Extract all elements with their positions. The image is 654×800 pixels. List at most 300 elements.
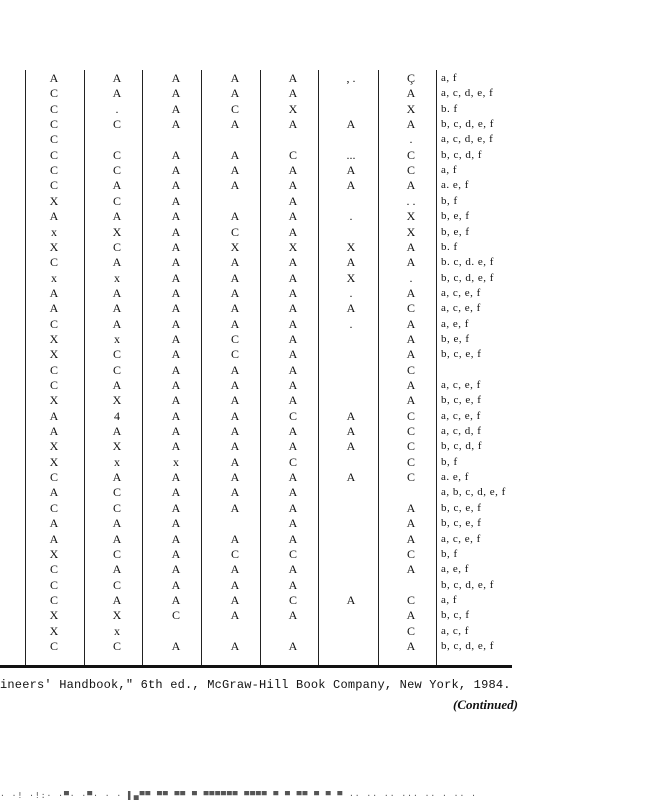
table-cell: A — [49, 516, 59, 531]
table-cell: A — [406, 393, 416, 408]
table-cell: C — [288, 454, 297, 469]
table-cell: A — [230, 454, 240, 469]
table-cell: A — [230, 592, 240, 607]
table-cell — [331, 86, 371, 101]
table-cell: A — [346, 117, 356, 132]
table-cell: A — [49, 301, 59, 316]
table-cell — [331, 578, 371, 593]
table-cell: C — [49, 470, 58, 485]
table-note-cell: b, c, d, e, f — [441, 271, 494, 284]
table-cell: A — [230, 485, 240, 500]
table-cell: A — [171, 101, 181, 116]
table-cell: C — [49, 577, 58, 592]
table-cell — [331, 378, 371, 393]
table-note-cell: a, c, e, f — [441, 302, 481, 315]
table-cell: C — [112, 485, 121, 500]
table-cell: A — [230, 408, 240, 423]
table-cell: A — [112, 209, 122, 224]
table-cell: X — [230, 239, 240, 254]
table-cell — [156, 132, 196, 147]
table-cell: C — [406, 546, 415, 561]
table-cell: A — [288, 562, 298, 577]
table-cell: A — [288, 316, 298, 331]
table-note-cell: b, f — [441, 547, 458, 560]
table-cell: C — [406, 163, 415, 178]
table-cell: A — [346, 592, 356, 607]
table-cell: A — [171, 362, 181, 377]
table-cell: . — [349, 316, 353, 331]
table-cell: A — [112, 301, 122, 316]
table-note-cell: a, c, d, e, f — [441, 87, 494, 100]
table-cell: A — [288, 470, 298, 485]
table-cell: A — [230, 362, 240, 377]
table-cell: X — [112, 608, 122, 623]
table-cell: C — [49, 378, 58, 392]
table-cell: X — [406, 224, 416, 239]
table-cell: A — [171, 86, 181, 101]
table-note-cell: a, e, f — [441, 317, 469, 330]
table-cell: A — [230, 577, 240, 592]
table-cell: x — [114, 331, 120, 346]
table-cell: A — [49, 71, 59, 85]
table-cell: X — [112, 439, 122, 454]
table-cell: A — [112, 71, 122, 85]
table-note-cell: b, c, e, f — [441, 394, 482, 407]
table-cell: A — [406, 316, 416, 331]
table-cell: A — [171, 209, 181, 224]
table-cell: A — [112, 316, 122, 331]
table-cell: A — [171, 439, 181, 454]
table-cell: C — [49, 592, 58, 607]
table-cell: X — [49, 608, 59, 623]
table-cell: A — [171, 163, 181, 178]
table-cell: A — [346, 424, 356, 439]
table-cell: C — [49, 101, 58, 116]
table-cell: A — [230, 562, 240, 577]
table-cell — [273, 132, 313, 147]
table-cell: A — [230, 285, 240, 300]
table-cell: A — [171, 147, 181, 162]
table-note-cell: a. e, f — [441, 471, 469, 484]
table-cell: C — [112, 147, 121, 162]
table-cell: C — [49, 500, 58, 515]
table-cell: A — [288, 224, 298, 239]
table-cell: A — [288, 347, 298, 362]
table-cell: A — [171, 393, 181, 408]
table-cell: A — [288, 301, 298, 316]
table-cell: A — [288, 638, 298, 653]
table-cell: A — [230, 638, 240, 653]
table-cell: . — [349, 285, 353, 300]
table-cell: C — [49, 132, 58, 147]
table-cell: C — [112, 638, 121, 653]
table-cell: x — [51, 224, 57, 239]
table-cell: A — [112, 516, 122, 531]
table-cell: C — [288, 408, 297, 423]
table-cell: A — [288, 193, 298, 208]
table-cell: A — [112, 562, 122, 577]
table-cell: A — [171, 255, 181, 270]
table-cell: A — [406, 117, 416, 132]
table-note-cell: a, f — [441, 164, 458, 177]
table-cell: A — [230, 255, 240, 270]
table-cell: C — [112, 117, 121, 132]
table-cell: A — [288, 331, 298, 346]
table-cell: A — [230, 500, 240, 515]
table-cell: A — [288, 577, 298, 592]
continued-label: (Continued) — [452, 697, 518, 712]
table-cell: C — [230, 546, 239, 561]
table-cell: A — [171, 638, 181, 653]
table-cell: A — [346, 470, 356, 485]
table-cell — [331, 332, 371, 347]
table-cell — [331, 225, 371, 240]
table-cell: X — [49, 439, 59, 454]
table-note-cell: b. c, d. e, f — [441, 256, 494, 269]
table-cell: C — [112, 362, 121, 377]
table-cell: A — [288, 608, 298, 623]
table-cell: x — [114, 270, 120, 285]
table-cell: C — [49, 117, 58, 132]
table-cell: A — [171, 301, 181, 316]
table-cell — [391, 485, 431, 500]
table-cell: X — [49, 546, 59, 561]
table-cell: C — [112, 577, 121, 592]
table-cell: X — [112, 393, 122, 408]
table-cell: X — [49, 454, 59, 469]
table-cell: A — [49, 485, 59, 500]
table-cell: A — [406, 86, 416, 101]
table-cell: A — [288, 117, 298, 132]
table-cell: A — [230, 178, 240, 193]
table-cell: A — [406, 285, 416, 300]
table-cell — [215, 624, 255, 639]
table-cell: A — [288, 86, 298, 101]
table-cell: A — [288, 178, 298, 193]
table-note-cell: a, f — [441, 593, 458, 606]
table-cell: A — [346, 178, 356, 193]
table-cell: A — [171, 347, 181, 362]
column-rule — [260, 70, 261, 666]
table-cell: A — [230, 378, 240, 392]
table-cell — [273, 624, 313, 639]
table-note-cell: b, c, e, f — [441, 348, 482, 361]
table-note-cell: a, c, e, f — [441, 286, 481, 299]
table-cell: A — [406, 531, 416, 546]
table-cell: A — [171, 378, 181, 392]
table-cell: A — [288, 439, 298, 454]
table-cell: A — [230, 439, 240, 454]
table-cell: C — [406, 454, 415, 469]
table-cell: A — [112, 178, 122, 193]
table-cell: A — [112, 255, 122, 270]
table-cell: x — [51, 270, 57, 285]
table-cell: C — [406, 362, 415, 377]
table-cell: A — [171, 331, 181, 346]
table-cell: x — [114, 623, 120, 638]
table-cell: C — [230, 331, 239, 346]
table-cell: A — [49, 424, 59, 439]
table-cell: A — [288, 393, 298, 408]
table-cell: A — [406, 255, 416, 270]
table-note-cell: b, c, e, f — [441, 517, 482, 530]
table-cell: C — [112, 546, 121, 561]
table-cell: A — [346, 255, 356, 270]
table-cell: A — [288, 163, 298, 178]
table-cell: X — [288, 101, 298, 116]
table-cell: A — [288, 285, 298, 300]
table-cell: X — [49, 347, 59, 362]
table-cell: C — [49, 86, 58, 101]
table-note-cell: a, f — [441, 72, 458, 84]
table-cell: A — [171, 546, 181, 561]
table-cell — [331, 562, 371, 577]
table-cell: A — [230, 270, 240, 285]
table-cell: A — [171, 270, 181, 285]
table-cell: A — [288, 209, 298, 224]
table-cell: X — [288, 239, 298, 254]
table-cell: A — [171, 500, 181, 515]
table-cell: A — [230, 117, 240, 132]
table-cell — [331, 102, 371, 117]
table-cell: A — [112, 86, 122, 101]
table-cell: C — [230, 101, 239, 116]
table-cell: C — [49, 147, 58, 162]
table-cell: C — [406, 424, 415, 439]
table-note-cell: a, c, d, f — [441, 425, 482, 438]
table-cell: A — [288, 362, 298, 377]
table-cell: C — [230, 224, 239, 239]
table-cell — [156, 624, 196, 639]
table-cell: A — [346, 301, 356, 316]
table-cell: C — [112, 193, 121, 208]
table-cell — [331, 639, 371, 654]
table-cell: A — [112, 592, 122, 607]
table-cell: A — [288, 71, 298, 85]
table-note-cell: b, e, f — [441, 332, 470, 345]
table-cell: A — [171, 408, 181, 423]
table-cell: C — [406, 623, 415, 638]
table-cell: A — [49, 285, 59, 300]
table-cell — [331, 532, 371, 547]
column-rule — [142, 70, 143, 666]
table-note-cell: a, c, d, e, f — [441, 133, 494, 146]
table-cell: C — [112, 163, 121, 178]
table-cell — [215, 132, 255, 147]
table-cell: . — [409, 132, 413, 147]
table-cell: A — [406, 331, 416, 346]
table-cell: A — [288, 424, 298, 439]
table-cell: C — [406, 301, 415, 316]
table-cell — [331, 363, 371, 378]
table-cell: A — [49, 209, 59, 224]
table-cell: A — [171, 71, 181, 85]
table-cell: . — [349, 209, 353, 224]
table-note-cell: b, c, f — [441, 609, 470, 622]
table-cell: A — [406, 516, 416, 531]
table-cell — [331, 347, 371, 362]
table-note-cell: a, c, e, f — [441, 409, 481, 422]
table-cell: A — [406, 638, 416, 653]
table-note-cell: a, c, e, f — [441, 532, 481, 545]
table-cell: A — [171, 562, 181, 577]
table-cell: A — [171, 485, 181, 500]
table-note-cell: b, c, d, e, f — [441, 118, 494, 131]
table-cell: A — [406, 178, 416, 193]
table-cell: X — [49, 623, 59, 638]
table-cell: A — [49, 408, 59, 423]
column-rule — [201, 70, 202, 666]
table-note-cell: a, c, f — [441, 624, 469, 637]
table-cell: x — [114, 454, 120, 469]
table-cell: A — [230, 316, 240, 331]
table-cell: X — [406, 101, 416, 116]
table-cell — [331, 547, 371, 562]
table-cell: A — [171, 531, 181, 546]
table-cell: C — [112, 239, 121, 254]
table-cell: A — [230, 424, 240, 439]
table-cell: A — [230, 147, 240, 162]
table-cell — [331, 393, 371, 408]
table-cell: A — [230, 393, 240, 408]
table-cell: A — [171, 470, 181, 485]
table-note-cell: b, c, d, e, f — [441, 639, 494, 652]
table-cell: A — [171, 592, 181, 607]
table-cell — [331, 608, 371, 623]
table-cell: . — [409, 270, 413, 285]
table-cell — [331, 516, 371, 531]
table-note-cell: a, c, e, f — [441, 379, 481, 391]
table-cell: A — [171, 577, 181, 592]
table-cell: , . — [346, 71, 356, 85]
table-cell: C — [406, 439, 415, 454]
table-cell: A — [171, 178, 181, 193]
table-cell: A — [346, 439, 356, 454]
table-note-cell: b, c, d, f — [441, 148, 483, 161]
table-cell: A — [406, 347, 416, 362]
table-cell — [97, 132, 137, 147]
column-rule — [436, 70, 437, 666]
table-cell: A — [171, 516, 181, 531]
table-cell — [331, 624, 371, 639]
table-bottom-rule — [0, 665, 512, 668]
table-cell: C — [406, 147, 415, 162]
table-cell: A — [171, 193, 181, 208]
source-citation: ineers' Handbook," 6th ed., McGraw-Hill Book Company, New York, 1984. — [0, 678, 511, 692]
table-cell: X — [49, 331, 59, 346]
table-cell: A — [112, 470, 122, 485]
column-rule — [84, 70, 85, 666]
table-cell: X — [346, 239, 356, 254]
table-cell: x — [173, 454, 179, 469]
table-cell: A — [406, 500, 416, 515]
table-note-cell: b, e, f — [441, 210, 470, 223]
scan-artifact-strip: · ·! ·!:· ·▀· ·▀· · · ▌▄▀▀ ▀▀ ▀▀ ▀ ▀▀▀▀▀▀ ▀▀▀▀ ▀ ▀ ▀▀ ▀ ▀ ▀ ·· ·· ·· ··· ·· · ·· · — [0, 791, 477, 800]
table-note-cell: b, c, d, f — [441, 440, 483, 453]
table-cell: . — [115, 101, 119, 116]
table-cell: A — [171, 117, 181, 132]
column-rule — [318, 70, 319, 666]
table-cell: A — [406, 562, 416, 577]
table-cell: A — [288, 378, 298, 392]
table-cell — [331, 132, 371, 147]
table-cell: X — [112, 224, 122, 239]
table-cell: C — [49, 638, 58, 653]
table-cell: A — [230, 608, 240, 623]
table-cell: C — [288, 546, 297, 561]
table-cell: A — [288, 500, 298, 515]
table-cell: Ç — [406, 71, 415, 85]
table-cell: C — [288, 592, 297, 607]
table-cell: A — [406, 239, 416, 254]
table-note-cell: a, b, c, d, e, f — [441, 486, 506, 499]
table-cell: . . — [406, 193, 416, 208]
table-cell: A — [288, 270, 298, 285]
table-cell: C — [171, 608, 180, 623]
table-cell: 4 — [114, 408, 120, 423]
table-cell — [331, 194, 371, 209]
table-cell: A — [406, 378, 416, 392]
table-cell — [391, 578, 431, 593]
table-cell: C — [49, 562, 58, 577]
table-cell: A — [171, 424, 181, 439]
table-cell — [215, 516, 255, 531]
table-cell: C — [49, 362, 58, 377]
table-cell: ... — [346, 147, 356, 162]
table-cell: A — [230, 86, 240, 101]
table-cell: A — [112, 531, 122, 546]
table-note-cell: b. f — [441, 102, 458, 115]
table-cell: A — [49, 531, 59, 546]
table-note-cell: b, c, e, f — [441, 501, 482, 514]
table-cell: X — [406, 209, 416, 224]
table-cell: C — [49, 316, 58, 331]
table-cell: X — [49, 193, 59, 208]
table-cell: X — [49, 239, 59, 254]
table-cell: C — [49, 178, 58, 193]
table-cell: A — [112, 424, 122, 439]
table-note-cell: a. e, f — [441, 179, 469, 192]
table-cell: A — [346, 163, 356, 178]
column-rule — [25, 70, 26, 666]
table-cell: A — [230, 71, 240, 85]
table-cell: A — [230, 163, 240, 178]
table-cell: C — [112, 347, 121, 362]
table-cell — [331, 485, 371, 500]
table-cell: A — [112, 378, 122, 392]
table-note-cell: b, f — [441, 194, 458, 207]
table-cell: X — [49, 393, 59, 408]
table-note-cell: b, f — [441, 455, 458, 468]
table-cell: C — [49, 163, 58, 178]
table-cell: A — [171, 239, 181, 254]
table-note-cell: b. f — [441, 240, 458, 253]
table-cell: A — [230, 209, 240, 224]
table-cell: C — [112, 500, 121, 515]
table-cell: X — [346, 270, 356, 285]
table-cell: C — [230, 347, 239, 362]
table-cell — [331, 455, 371, 470]
table-cell: C — [49, 255, 58, 270]
table-cell: C — [406, 408, 415, 423]
table-cell — [215, 194, 255, 209]
table-cell: A — [288, 516, 298, 531]
table-cell — [331, 501, 371, 516]
table-cell: A — [171, 285, 181, 300]
table-cell: A — [288, 531, 298, 546]
table-note-cell: b, e, f — [441, 225, 470, 238]
table-cell: A — [288, 255, 298, 270]
